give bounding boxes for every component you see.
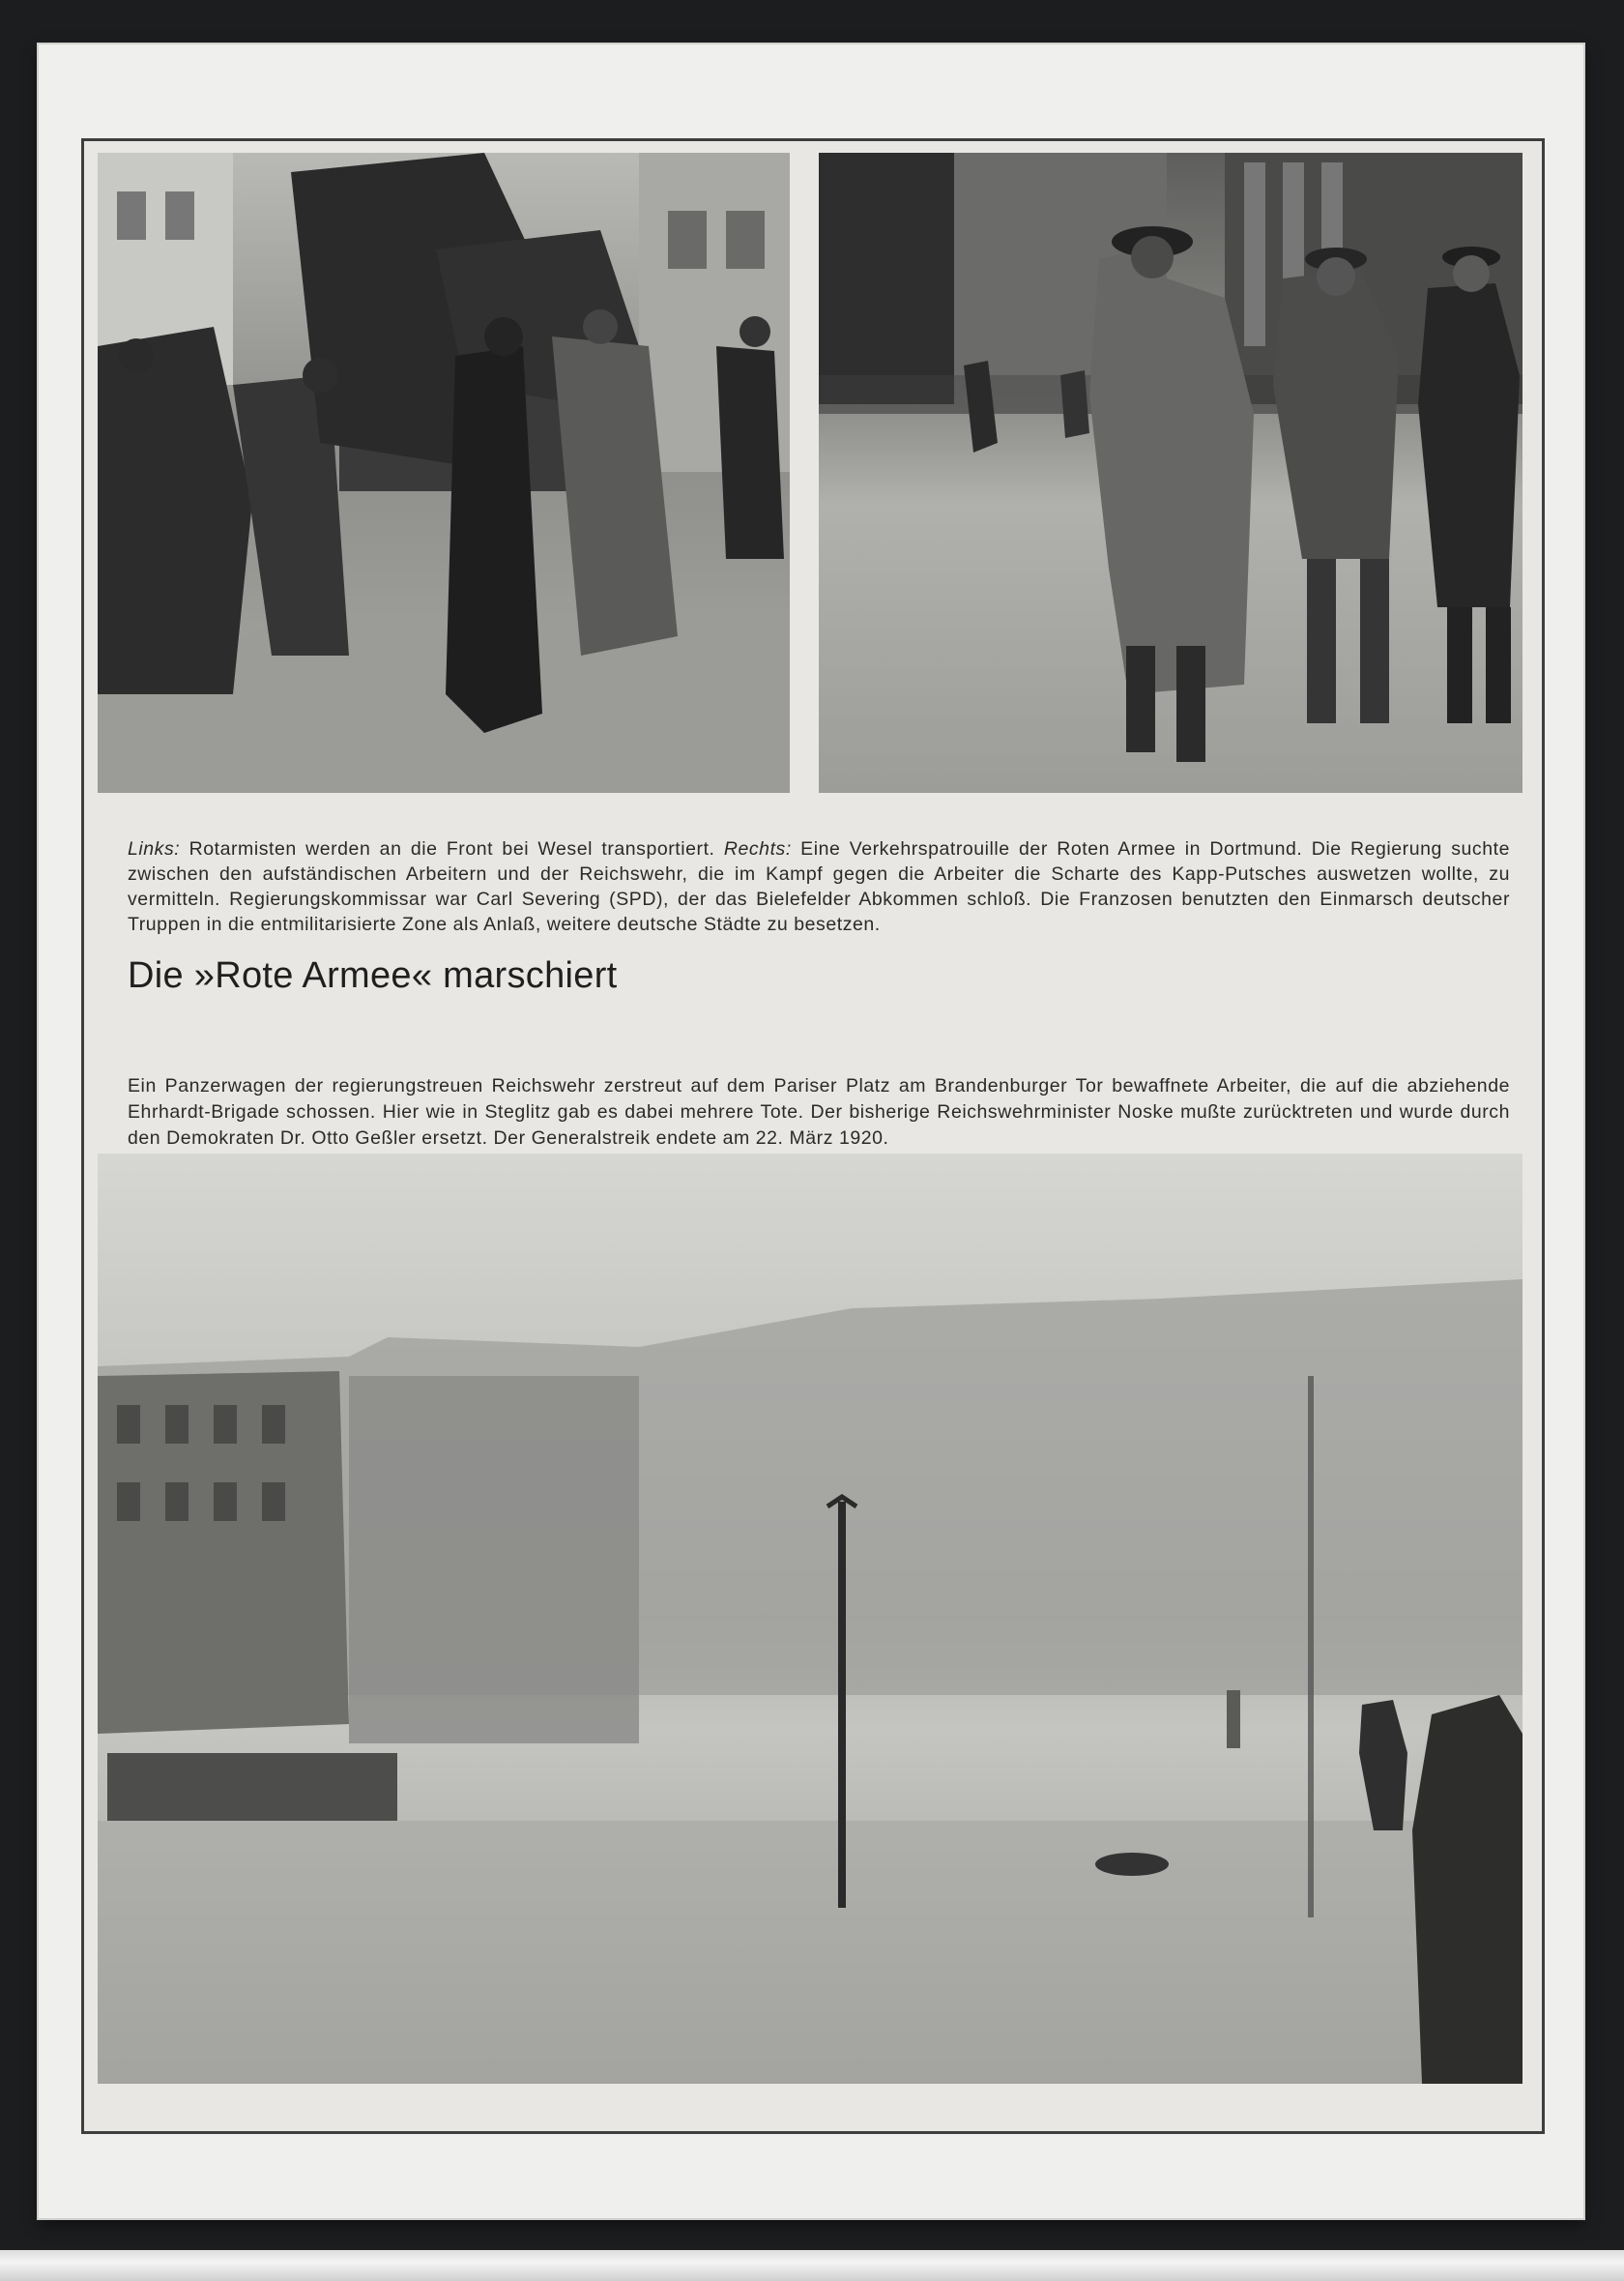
caption-rechts-label: Rechts: [723, 837, 792, 860]
caption-links-text: Rotarmisten werden an die Front bei Wesel transportiert. [180, 837, 724, 860]
photo-traffic-patrol [819, 153, 1522, 793]
photo-caption [128, 836, 1510, 937]
section-body-text: Ein Panzerwagen der regierungstreuen Reichswehr zerstreut auf dem Pariser Platz am Brandenburger Tor bewaffnete Arbeiter, die auf die abziehende Ehrhardt-Brigade schossen. Hier wie in Steglitz gab es dabei mehrere Tote. Der bisherige Reichswehrminister Noske mußte zurücktreten und wurde durch den Demokraten Dr. Otto Geßler ersetzt. Der Generalstreik endete am 22. März 1920. [128, 1074, 1510, 1149]
caption-links-label: Links: [128, 837, 181, 860]
photo-pariser-platz [98, 1154, 1522, 2084]
section-heading: Die »Rote Armee« marschiert [128, 955, 618, 996]
caption-rechts-text: Eine Verkehrspatrouille der Roten Armee in Dortmund. Die Regierung suchte zwischen den aufständischen Arbeitern und der Reichswehr, die im Kampf gegen die Arbeiter die Scharte des Kapp-Putsches auswetzen wollte, zu vermitteln. Regierungskommissar war Carl Severing (SPD), der das Bielefelder Abkommen schloß. Die Franzosen benutzten den Einmarsch deutscher Truppen in die entmilitarisierte Zone als Anlaß, weitere deutsche Städte zu besetzen. [128, 837, 1510, 935]
bottom-edge-band [0, 2250, 1624, 2281]
photo-soldiers-truck [98, 153, 790, 793]
